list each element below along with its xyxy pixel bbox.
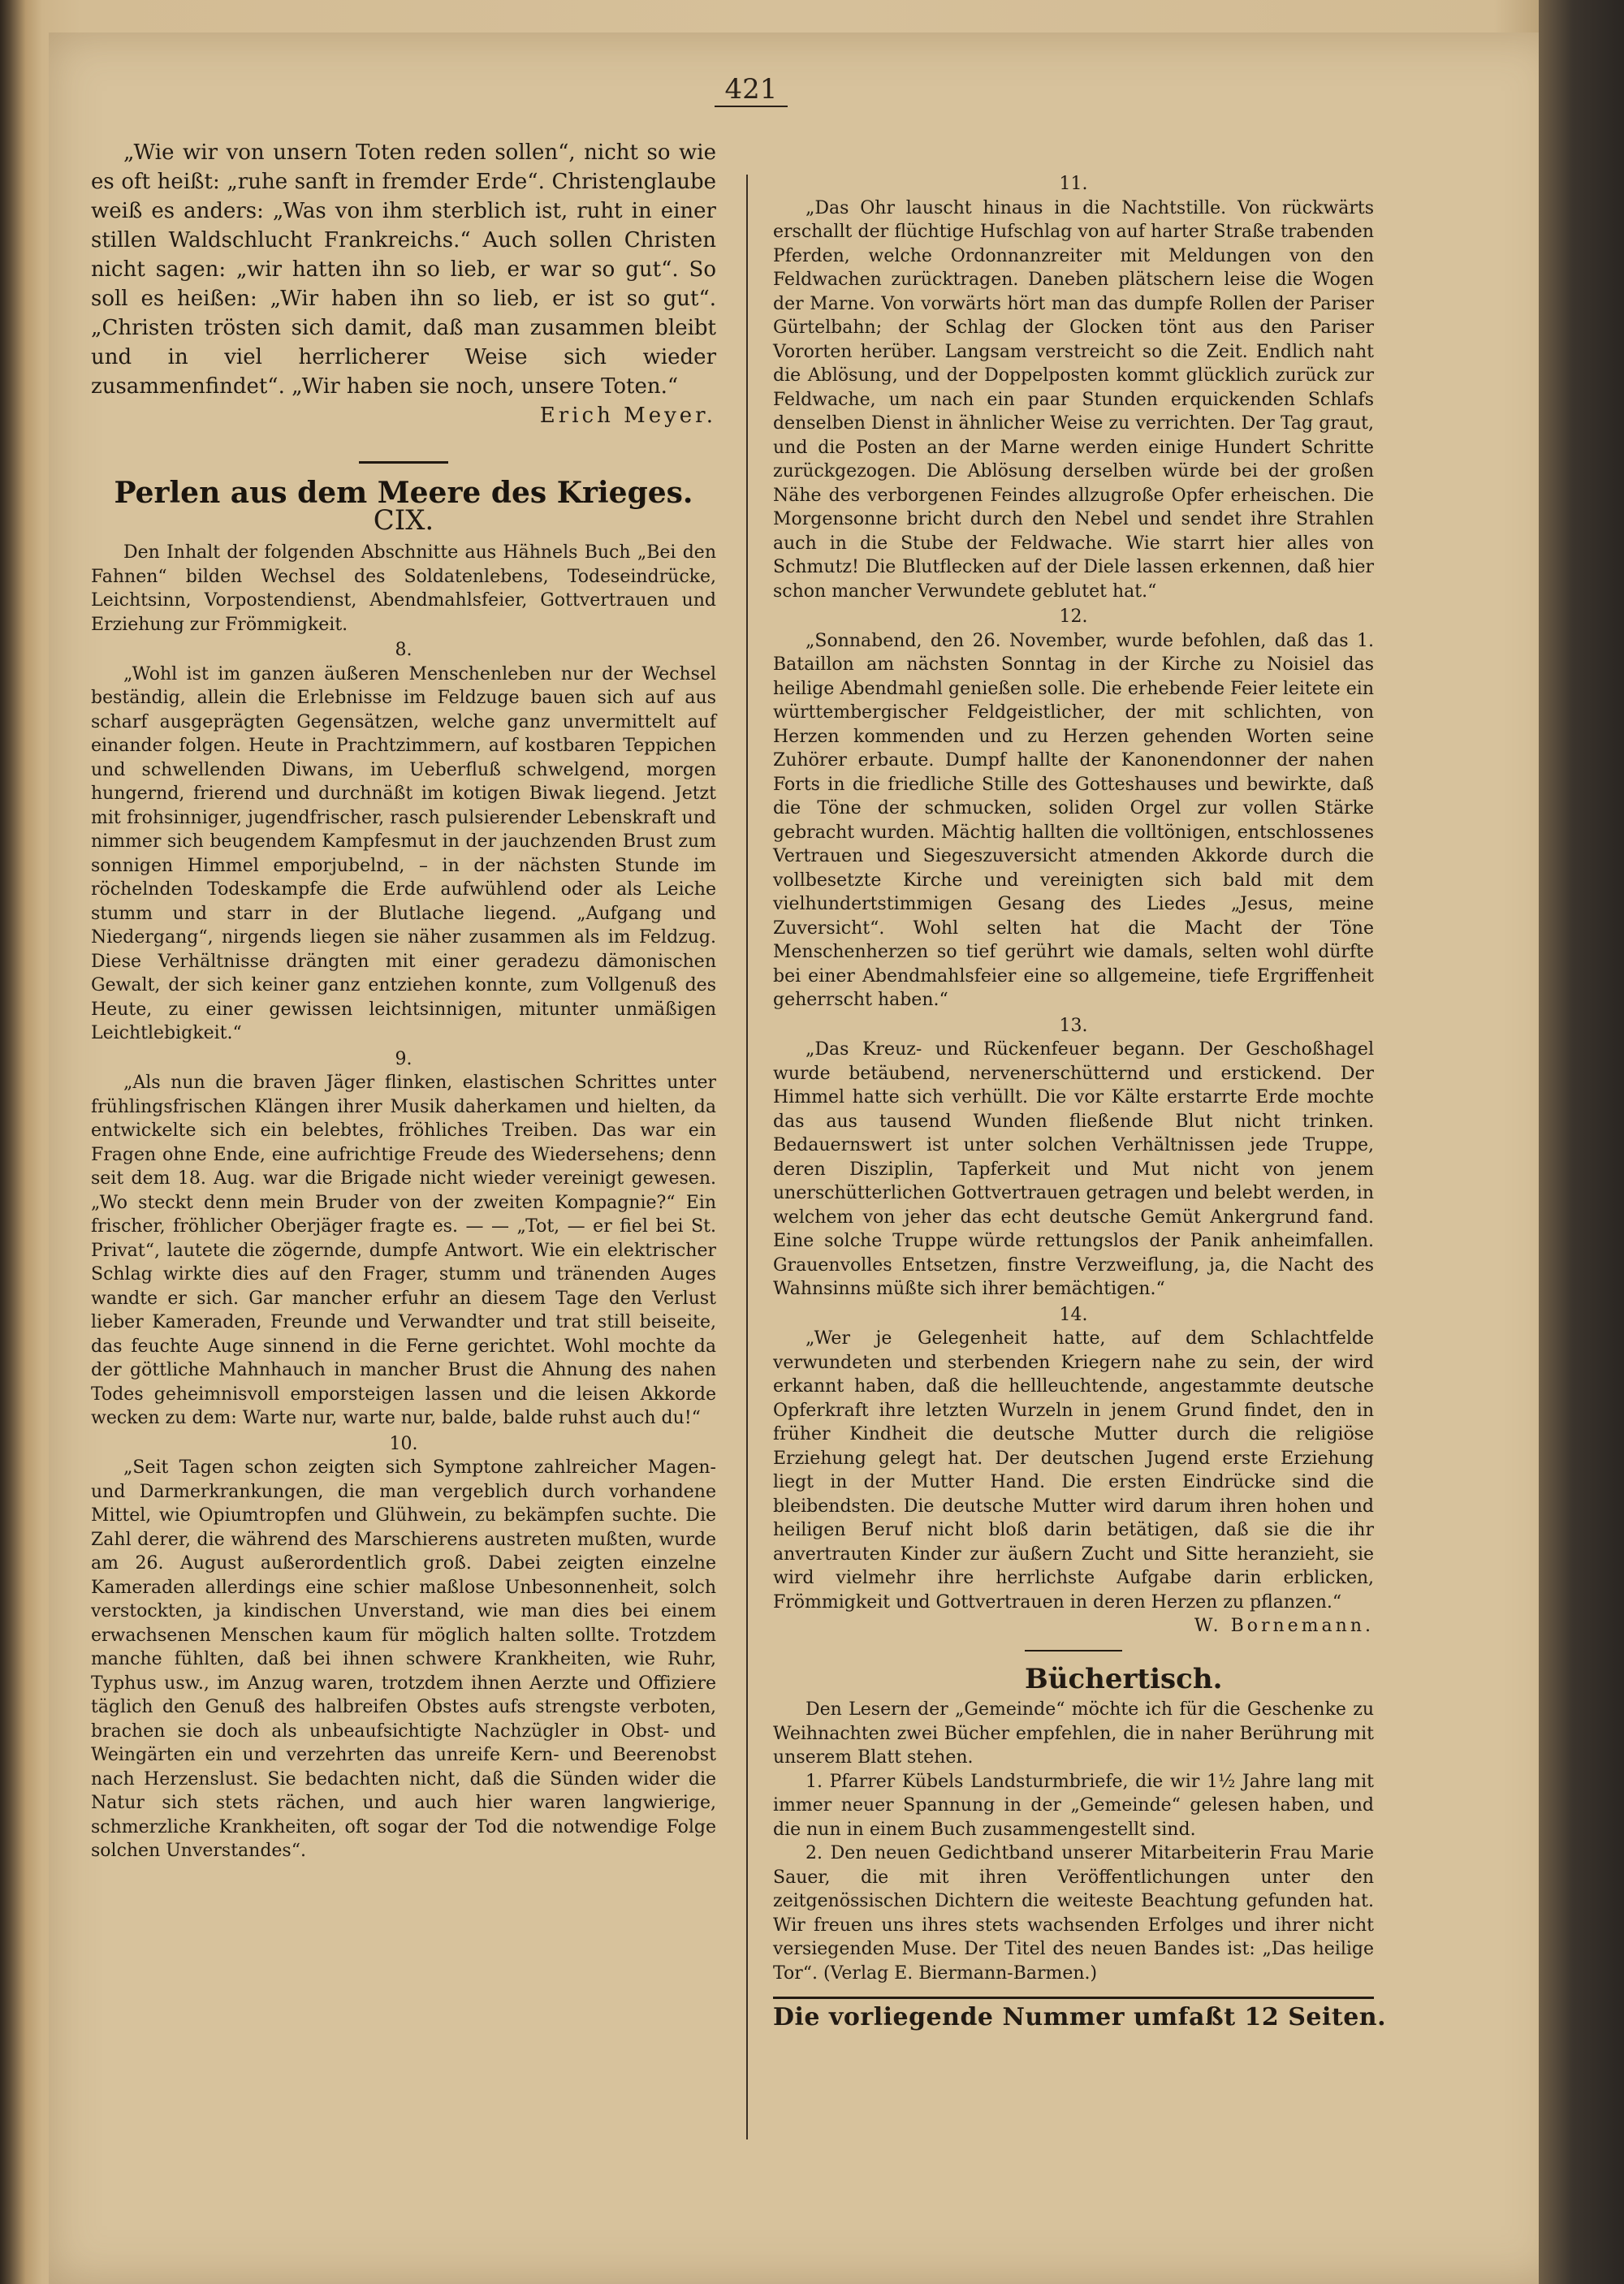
binding-edge bbox=[1539, 0, 1624, 2284]
intro-block bbox=[91, 138, 716, 430]
books-item: 1. Pfarrer Kübels Landsturmbriefe, die wir 1½ Jahre lang mit immer neuer Spannung in der „Gemeinde“ gelesen haben, und die nun in einem Buch zusammengestellt sind. bbox=[773, 1771, 1374, 1840]
section-number: 8. bbox=[395, 640, 412, 660]
section-number: 11. bbox=[1059, 174, 1088, 194]
section-text: „Seit Tagen schon zeigten sich Symptone zahlreicher Magen- und Darmerkrankungen, die man vergeblich durch vorhandene Mittel, wie Opiumtropfen und Glühwein, zu bekämpfen suchte. Die Zahl derer, die während des Marschierens austreten mußten, wurde am 26. August außerordentlich groß. Dabei zeigten einzelne Kameraden allerdings eine schier maßlose Unbesonnenheit, solch verstockten, ja kindischen Unverstand, wie man dies bei einem erwachsenen Menschen kaum für möglich halten sollte. Trotzdem manche fühlten, daß bei ihnen schwere Krankheiten, wie Ruhr, Typhus usw., im Anzug waren, trotzdem ihnen Aerzte und Offiziere täglich den Genuß des halbreifen Obstes aufs strengste verboten, brachen sie doch als unbeaufsichtigte Nachzügler in Obst- und Weingärten ein und verzehrten das unreife Kern- und Beerenobst nach Herzenslust. Sie bedachten nicht, daß die Sünden wider die Natur sich stets rächen, und auch hier waren langwierige, schmerzliche Krankheiten, oft sogar der Tod die notwendige Folge solchen Unverstandes“. bbox=[91, 1457, 716, 1861]
books-item: 2. Den neuen Gedichtband unserer Mitarbeiterin Frau Marie Sauer, die mit ihren Veröffentlichungen unter den zeitgenössischen Dichtern die weiteste Beachtung gefunden hat. Wir freuen uns ihres stets wachsenden Erfolges und ihrer nicht versiegenden Muse. Der Titel des neuen Bandes ist: „Das heilige Tor“. (Verlag E. Biermann-Barmen.) bbox=[773, 1843, 1374, 1984]
books-intro: Den Lesern der „Gemeinde“ möchte ich für die Geschenke zu Weihnachten zwei Bücher empfehlen, die in naher Berührung mit unserem Blatt stehen. bbox=[773, 1699, 1374, 1768]
section-number: 9. bbox=[395, 1048, 412, 1069]
article-number: CIX. bbox=[373, 503, 434, 537]
left-column bbox=[91, 138, 716, 1863]
column-divider bbox=[746, 175, 748, 2139]
section-number: 13. bbox=[1059, 1015, 1088, 1036]
article-lead: Den Inhalt der folgenden Abschnitte aus Hähnels Buch „Bei den Fahnen“ bilden Wechsel des Soldatenlebens, Todeseindrücke, Leichtsinn, Vorpostendienst, Abendmahlsfeier, Gottvertrauen und Erziehung zur Frömmigkeit. bbox=[91, 542, 716, 635]
section-rule bbox=[359, 461, 448, 464]
section-text: „Wer je Gelegenheit hatte, auf dem Schlachtfelde verwundeten und sterbenden Kriegern nahe zu sein, der wird erkannt haben, daß die hellleuchtende, angestammte deutsche Opferkraft ihre letzten Wurzeln in jenem Grund findet, den in früher Kindheit die deutsche Mutter durch die religiöse Erziehung gelegt hat. Der deutschen Jugend erste Erziehung liegt in der Mutter Hand. Die ersten Eindrücke sind die bleibendsten. Die deutsche Mutter wird darum ihren hohen und heiligen Beruf nicht bloß darin betätigen, daß sie die ihr anvertrauten Kinder zur äußern Zucht und Sitte heranzieht, sie wird vielmehr ihre herrlichste Aufgabe darin erblicken, Frömmigkeit und Gottvertrauen in deren Herzen zu pflanzen.“ bbox=[773, 1328, 1374, 1613]
issue-footer: Die vorliegende Nummer umfaßt 12 Seiten. bbox=[773, 2003, 1387, 2031]
section-text: „Sonnabend, den 26. November, wurde befohlen, daß das 1. Bataillon am nächsten Sonntag in der Kirche zu Noisiel das heilige Abendmahl genießen solle. Die erhebende Feier leitete ein württembergischer Feldgeistlicher, der mit schlichten, von Herzen kommenden und zu Herzen gehenden Worten seine Zuhörer erbaute. Dumpf hallte der Kanonendonner der nahen Forts in die friedliche Stille des Gotteshauses und bewirkte, daß die Töne der schmucken, soliden Orgel zur vollen Stärke gebracht wurden. Mächtig hallten die volltönigen, entschlossenes Vertrauen und Siegeszuversicht atmenden Akkorde durch die vollbesetzte Kirche und vereinigten sich bald mit dem vielhundertstimmigen Gesang des Liedes „Jesus, meine Zuversicht“. Wohl selten hat die Macht der Töne Menschenherzen so tief gerührt wie damals, selten wohl dürfte bei einer Abendmahlsfeier eine so allgemeine, tiefe Ergriffenheit geherrscht haben.“ bbox=[773, 630, 1374, 1010]
section-number: 14. bbox=[1059, 1304, 1088, 1325]
page-number: 421 bbox=[715, 73, 788, 107]
section-text: „Das Kreuz- und Rückenfeuer begann. Der Geschoßhagel wurde betäubend, nervenerschütternd und erstickend. Der Himmel hatte sich verhüllt. Die vor Kälte erstarrte Erde mochte das aus tausend Wunden fließende Blut nicht trinken. Bedauernswert ist unter solchen Verhältnissen jede Truppe, deren Disziplin, Tapferkeit und Mut nicht von jenem unerschütterlichen Gottvertrauen getragen und belebt werden, in welchem von jeher das echt deutsche Gemüt Ankergrund fand. Eine solche Truppe würde rettungslos der Panik anheimfallen. Grauenvolles Entsetzen, finstre Verzweiflung, ja, die Nacht des Wahnsinns müßte sich ihrer bemächtigen.“ bbox=[773, 1039, 1374, 1299]
section-text: „Als nun die braven Jäger flinken, elastischen Schrittes unter frühlingsfrischen Klängen ihrer Musik daherkamen und hielten, da entwickelte sich ein belebtes, fröhliches Treiben. Das war ein Fragen ohne Ende, eine aufrichtige Freude des Wiedersehens; denn seit dem 18. Aug. war die Brigade nicht wieder vereinigt gewesen. „Wo steckt denn mein Bruder von der zweiten Kompagnie?“ Ein frischer, fröhlicher Oberjäger fragte es. — — „Tot, — er fiel bei St. Privat“, lautete die zögernde, dumpfe Antwort. Wie ein elektrischer Schlag wirkte dies auf den Frager, stumm und tränenden Auges wandte er sich. Gar mancher erfuhr an diesem Tage den Verlust lieber Kameraden, Freunde und Verwandter und trat still beiseite, das feuchte Auge sinnend in die Ferne gerichtet. Wohl mochte da der göttliche Mahnhauch in mancher Brust die Ahnung des nahen Todes geheimnisvoll emporsteigen lassen und die leisen Akkorde wecken zu dem: Warte nur, warte nur, balde, balde ruhst auch du!“ bbox=[91, 1073, 716, 1428]
footer-rule bbox=[773, 1997, 1374, 1999]
section-number: 12. bbox=[1059, 607, 1088, 627]
article-author: W. Bornemann. bbox=[1194, 1616, 1374, 1636]
article-heading: Perlen aus dem Meere des Krieges. bbox=[114, 476, 693, 510]
section-text: „Das Ohr lauscht hinaus in die Nachtstille. Von rückwärts erschallt der flüchtige Hufschlag von auf harter Straße trabenden Pferden, welche Ordonnanzreiter mit Meldungen von den Feldwachen zurücktragen. Daneben plätschern leise die Wogen der Marne. Von vorwärts hört man das dumpfe Rollen der Pariser Gürtelbahn; der Schlag der Glocken tönt aus den Pariser Vororten herüber. Langsam verstreicht so die Zeit. Endlich naht die Ablösung, und der Doppelposten kommt glücklich zurück zur Feldwache, um nach ein paar Stunden erquickenden Schlafs denselben Dienst in ähnlicher Weise zu verrichten. Der Tag graut, und die Posten an der Marne werden einige Hundert Schritte zurückgezogen. Die Ablösung derselben würde bei der großen Nähe des verborgenen Feindes allzugroße Opfer erheischen. Die Morgensonne bricht durch den Nebel und sendet ihre Strahlen auch in die Stube der Feldwache. Wie starrt hier alles von Schmutz! Die Blutflecken auf der Diele lassen erkennen, daß hier schon mancher Verwundete geblutet hat.“ bbox=[773, 197, 1374, 602]
section-number: 10. bbox=[389, 1433, 418, 1454]
right-column bbox=[773, 171, 1387, 2031]
section-text: „Wohl ist im ganzen äußeren Menschenleben nur der Wechsel beständig, allein die Erlebnisse im Feldzuge bauen sich auf aus scharf ausgeprägten Gegensätzen, welche ganz unvermittelt auf einander folgen. Heute in Prachtzimmern, auf kostbaren Teppichen und schwellenden Diwans, im Ueberfluß schwelgend, morgen hungernd, frierend und durchnäßt im kotigen Biwak liegend. Jetzt mit frohsinniger, jugendfrischer, rasch pulsierender Lebenskraft und nimmer sich beugendem Kampfesmut in der jauchzenden Brust zum sonnigen Himmel emporjubelnd, – in der nächsten Stunde im röchelnden Todeskampfe die Erde aufwühlend oder als Leiche stumm und starr in der Blutlache liegend. „Aufgang und Niedergang“, nirgends liegen sie näher zusammen als im Feldzug. Diese Verhältnisse drängten mit einer geradezu dämonischen Gewalt, der sich keiner ganz entziehen konnte, zum Vollgenuß des Heute, zu einer gewissen leichtsinnigen, mitunter unmäßigen Leichtlebigkeit.“ bbox=[91, 663, 716, 1043]
intro-author: Erich Meyer. bbox=[539, 404, 716, 428]
intro-text: „Wie wir von unsern Toten reden sollen“, nicht so wie es oft heißt: „ruhe sanft in fremder Erde“. Christenglaube weiß es anders: „Was von ihm sterblich ist, ruht in einer stillen Waldschlucht Frankreichs.“ Auch sollen Christen nicht sagen: „wir hatten ihn so lieb, er war so gut“. So soll es heißen: „Wir haben ihn so lieb, er ist so gut“. „Christen trösten sich damit, daß man zusammen bleibt und in viel herrlicherer Weise sich wieder zusammenfindet“. „Wir haben sie noch, unsere Toten.“ bbox=[91, 140, 716, 399]
books-heading: Büchertisch. bbox=[1025, 1650, 1122, 1692]
